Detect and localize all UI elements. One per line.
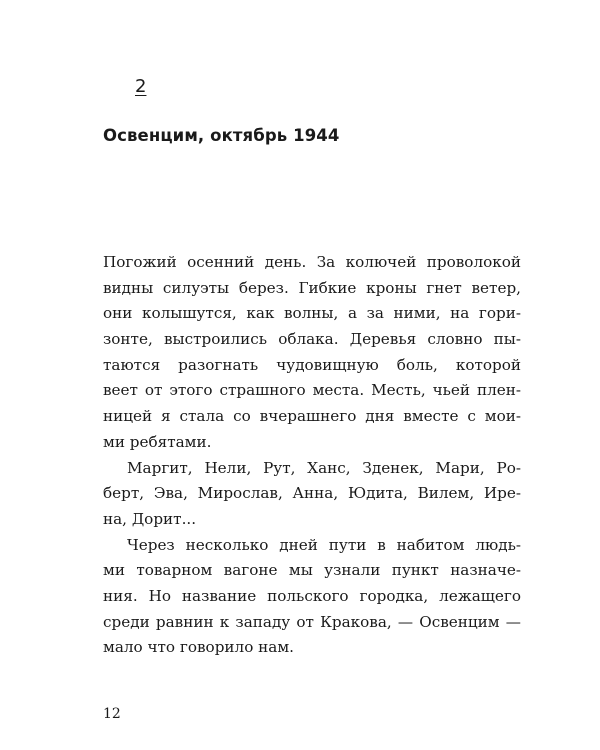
body-text <box>103 250 521 661</box>
paragraph-1 <box>103 250 521 456</box>
chapter-title: Освенцим, октябрь 1944 <box>103 126 340 145</box>
text-line: таются разогнать чудовищную боль, которой <box>103 355 521 374</box>
text-line: Погожий осенний день. За колючей проволокой <box>103 253 521 271</box>
text-line: зонте, выстроились облака. Деревья словно пы- <box>103 330 521 349</box>
chapter-number: 2 <box>135 76 147 97</box>
text-line: на, Дорит... <box>103 509 197 528</box>
text-line: Через несколько дней пути в набитом людь- <box>127 535 521 554</box>
text-line: веет от этого страшного места. Месть, чьей плен- <box>103 381 521 400</box>
text-line: ния. Но название польского городка, лежащего <box>103 586 521 605</box>
text-line: они колышутся, как волны, а за ними, на гори- <box>103 304 521 323</box>
text-line: видны силуэты берез. Гибкие кроны гнет ветер, <box>103 278 521 297</box>
text-line: ницей я стала со вчерашнего дня вместе с мои- <box>103 407 521 426</box>
text-line: мало что говорило нам. <box>103 638 294 657</box>
text-line: Маргит, Нели, Рут, Ханс, Зденек, Мари, Ро- <box>127 458 521 477</box>
paragraph-2 <box>103 456 521 533</box>
paragraph-3 <box>103 533 521 661</box>
text-line: берт, Эва, Мирослав, Анна, Юдита, Вилем, Ире- <box>103 484 521 503</box>
text-line: среди равнин к западу от Кракова, — Освенцим — <box>103 612 521 631</box>
text-line: ми ребятами. <box>103 432 212 451</box>
page-number: 12 <box>103 706 121 722</box>
text-line: ми товарном вагоне мы узнали пункт назначе- <box>103 561 521 580</box>
